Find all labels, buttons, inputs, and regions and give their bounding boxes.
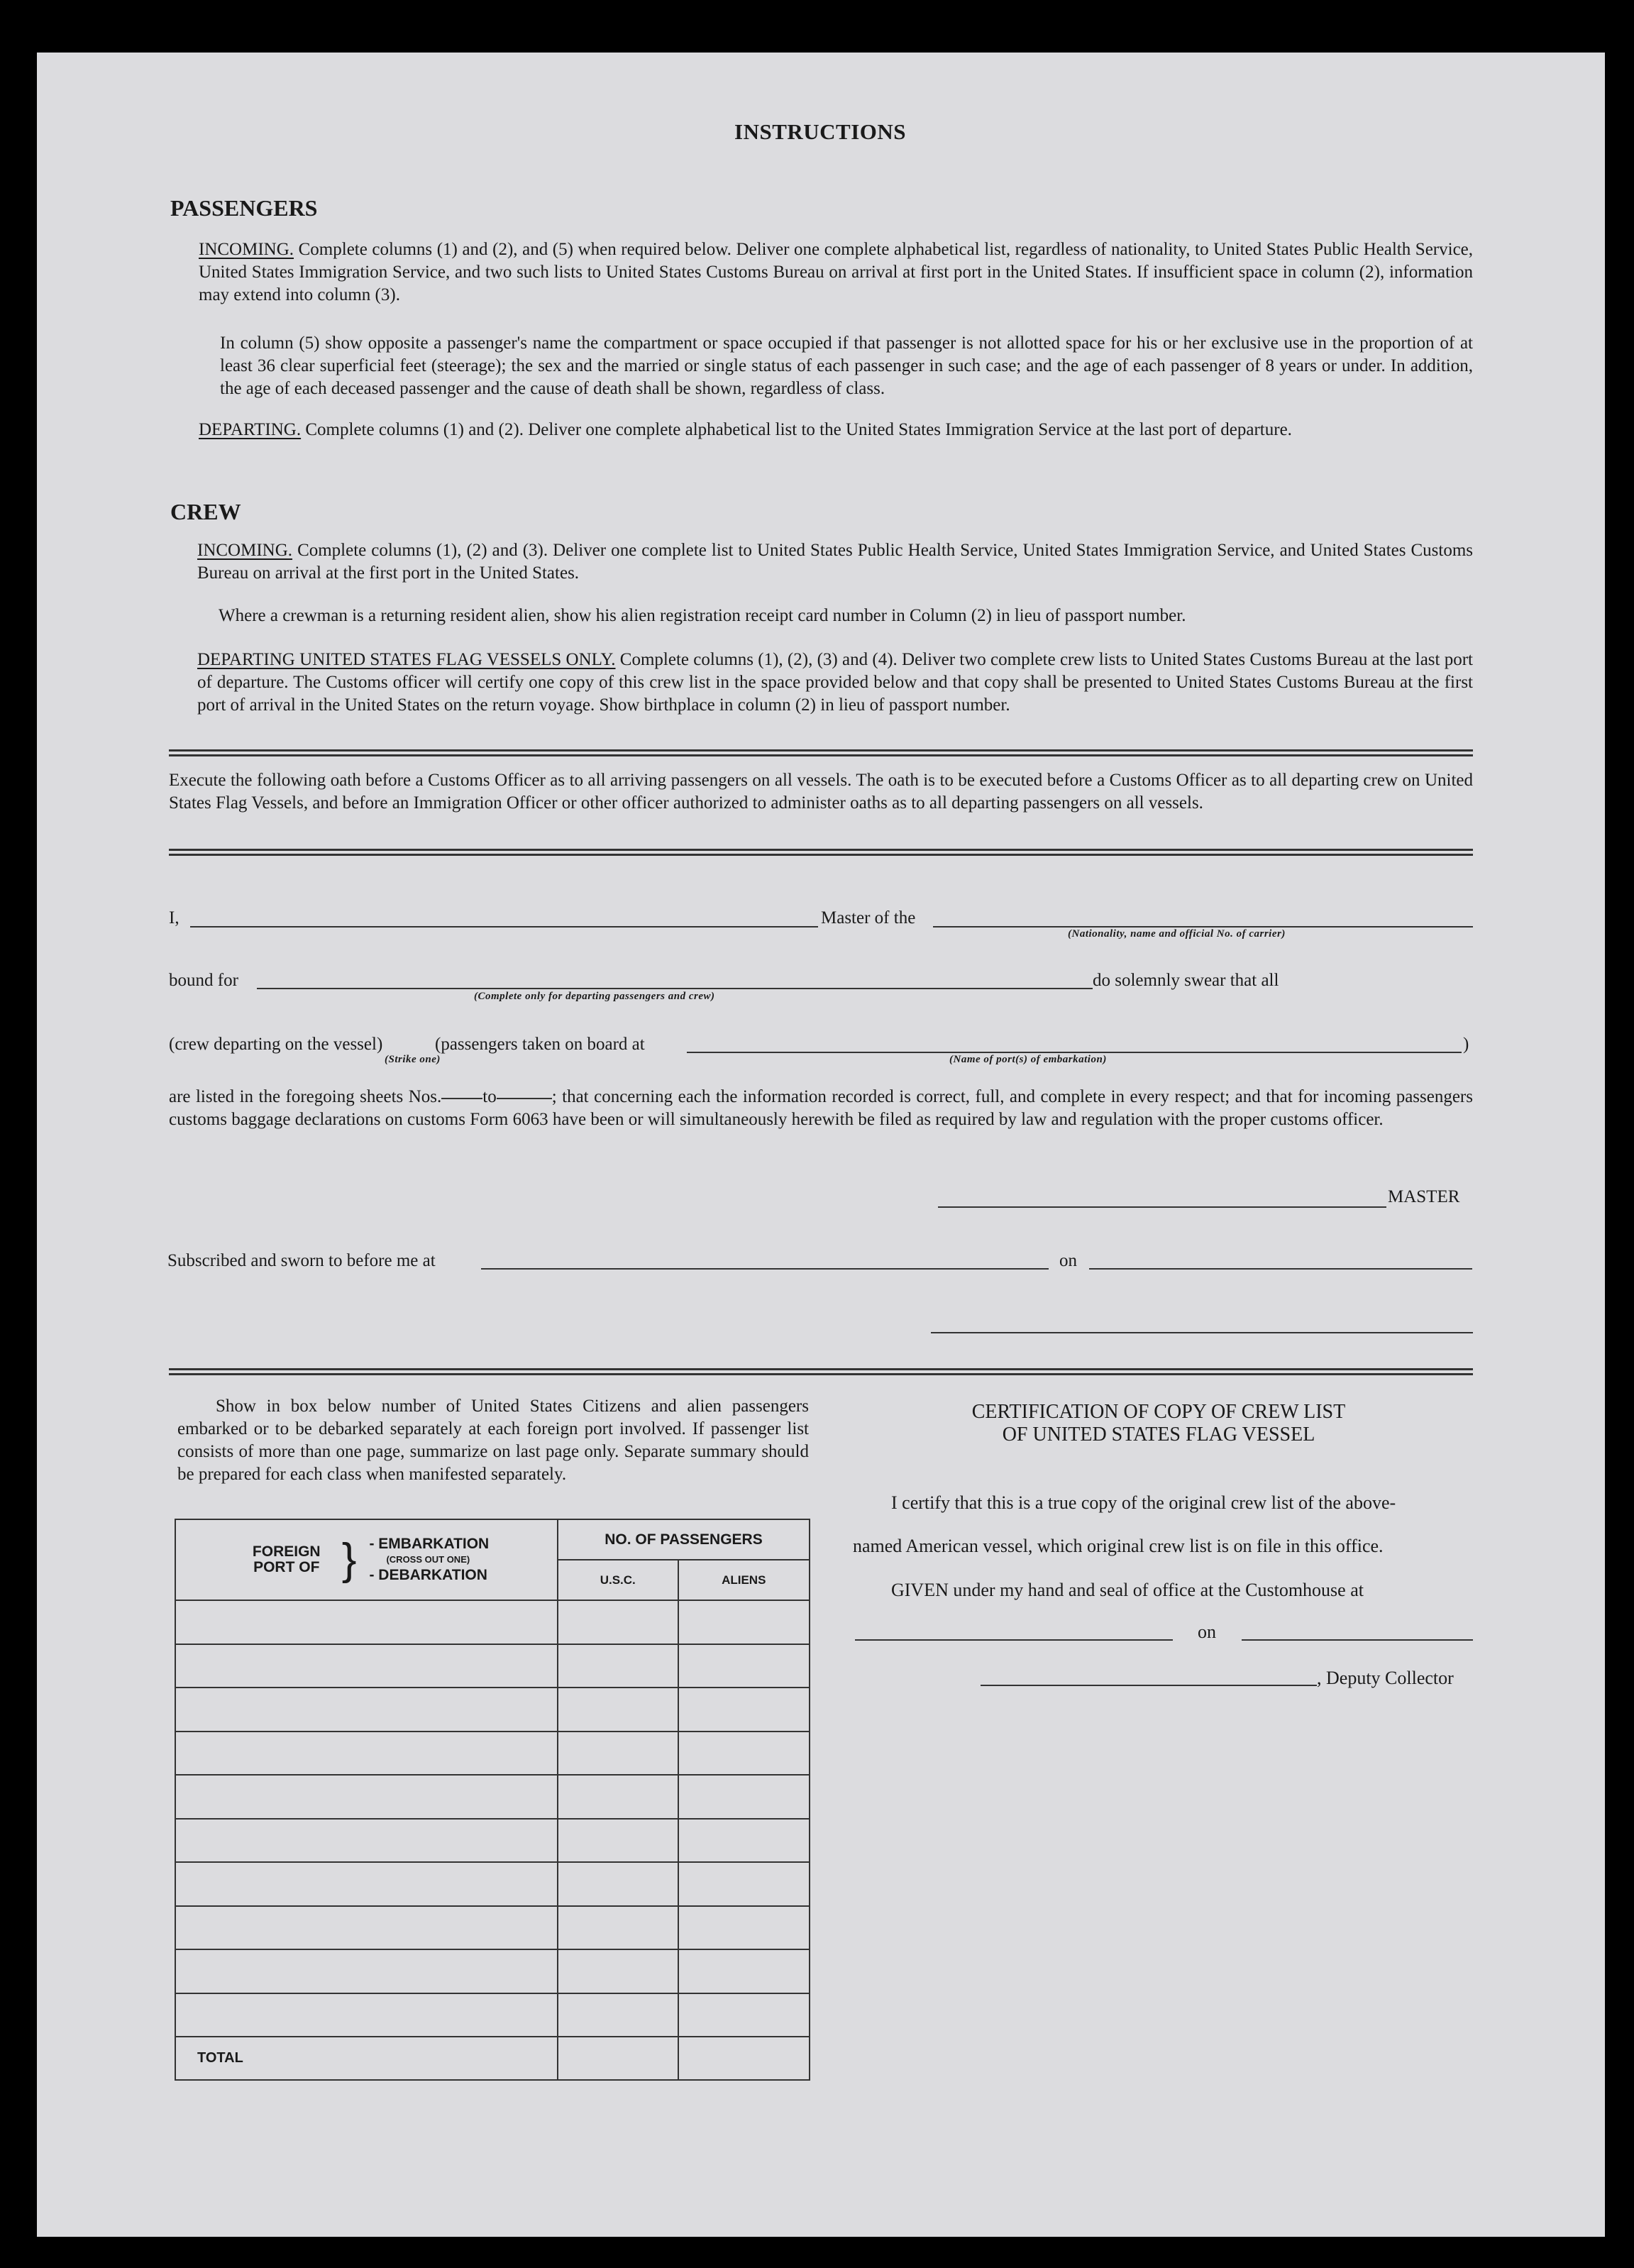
usc-cell[interactable]: [558, 1819, 678, 1863]
deputy-collector-field[interactable]: [981, 1685, 1317, 1686]
sworn-on-label: on: [1059, 1251, 1077, 1270]
customhouse-field[interactable]: [855, 1639, 1173, 1641]
bound-for-field[interactable]: [257, 988, 1093, 989]
embarkation-ports-field[interactable]: [687, 1052, 1462, 1053]
port-cell[interactable]: [175, 1775, 558, 1819]
usc-cell[interactable]: [558, 1993, 678, 2037]
summary-row: [175, 1819, 810, 1863]
bound-caption: (Complete only for departing passengers and crew): [474, 991, 715, 1002]
certification-on: on: [1198, 1622, 1216, 1642]
port-cell[interactable]: [175, 1819, 558, 1863]
passengers-incoming-heading: INCOMING.: [199, 240, 294, 259]
total-aliens-cell[interactable]: [678, 2037, 810, 2080]
embarkation-label: - EMBARKATION: [369, 1536, 490, 1552]
certification-title-line2: OF UNITED STATES FLAG VESSEL: [1002, 1424, 1315, 1446]
summary-row: [175, 1732, 810, 1776]
usc-cell[interactable]: [558, 1906, 678, 1950]
certification-line2: named American vessel, which original crew list is on file in this office.: [853, 1536, 1384, 1556]
summary-row: [175, 1993, 810, 2037]
aliens-cell[interactable]: [678, 1644, 810, 1688]
master-of-the-label: Master of the: [821, 908, 916, 927]
port-cell[interactable]: [175, 1644, 558, 1688]
passengers-departing-text: Complete columns (1) and (2). Deliver one complete alphabetical list to the United States Immigration Service at the last port of departure.: [305, 420, 1292, 439]
close-paren: ): [1463, 1035, 1469, 1054]
summary-row: [175, 1906, 810, 1950]
summary-instructions: Show in box below number of United States Citizens and alien passengers embarked or to be debarked separately at each foreign port involved. If passenger list consists of more than one page, summarize on last page only. Separate summary should be prepared for each class when manifested separately.: [177, 1397, 809, 1484]
sheet-to-field[interactable]: [497, 1098, 552, 1099]
foreign-port-of-label: FOREIGN PORT OF: [252, 1543, 321, 1575]
port-cell[interactable]: [175, 1688, 558, 1732]
usc-cell[interactable]: [558, 1688, 678, 1732]
crew-departing-paragraph: [197, 649, 1473, 717]
certification-line1: I certify that this is a true copy of the original crew list of the above-: [891, 1492, 1396, 1513]
certification-title: [844, 1401, 1473, 1446]
crew-departing-option[interactable]: (crew departing on the vessel): [169, 1035, 383, 1054]
port-cell[interactable]: [175, 1732, 558, 1776]
sworn-place-field[interactable]: [481, 1268, 1049, 1270]
usc-cell[interactable]: [558, 1732, 678, 1776]
certification-title-line1: CERTIFICATION OF COPY OF CREW LIST: [971, 1401, 1346, 1423]
crew-incoming-heading: INCOMING.: [197, 541, 293, 560]
cross-out-one-label: (CROSS OUT ONE): [386, 1554, 470, 1565]
subscribed-label: Subscribed and sworn to before me at: [167, 1251, 436, 1270]
brace-glyph: }: [341, 1535, 357, 1584]
aliens-cell[interactable]: [678, 1993, 810, 2037]
passengers-incoming-paragraph: [199, 238, 1473, 307]
summary-row: [175, 1862, 810, 1906]
total-label: TOTAL: [175, 2037, 558, 2080]
aliens-cell[interactable]: [678, 1600, 810, 1644]
summary-row: [175, 1644, 810, 1688]
master-name-field[interactable]: [190, 926, 818, 927]
double-rule: [169, 849, 1473, 856]
summary-row: [175, 1688, 810, 1732]
usc-cell[interactable]: [558, 1949, 678, 1993]
aliens-cell[interactable]: [678, 1732, 810, 1776]
ports-caption: (Name of port(s) of embarkation): [949, 1054, 1107, 1065]
port-cell[interactable]: [175, 1993, 558, 2037]
passengers-taken-option[interactable]: (passengers taken on board at: [435, 1035, 645, 1054]
passengers-departing-paragraph: [199, 419, 1473, 441]
crew-incoming-text: Complete columns (1), (2) and (3). Deliver one complete list to United States Public Health Service, United States Immigration Service, and United States Customs Bureau on arrival at the first port in the United States.: [197, 541, 1474, 583]
aliens-header: ALIENS: [678, 1560, 810, 1600]
passengers-heading: PASSENGERS: [170, 195, 318, 221]
port-cell[interactable]: [175, 1906, 558, 1950]
certification-line3: GIVEN under my hand and seal of office at the Customhouse at: [891, 1580, 1364, 1600]
passengers-column5-text: In column (5) show opposite a passenger's name the compartment or space occupied if that passenger is not allotted space for his or her exclusive use in the proportion of at least 36 clear superficial feet (steerage); the sex and the married or single status of each passenger in such case; and the age of each passenger of 8 years or under. In addition, the age of each deceased passenger and the cause of death shall be shown, regardless of class.: [220, 334, 1473, 398]
usc-cell[interactable]: [558, 1775, 678, 1819]
deputy-collector-label: , Deputy Collector: [1317, 1668, 1454, 1688]
strike-caption: (Strike one): [385, 1054, 441, 1065]
oath-listed-paragraph: [169, 1086, 1473, 1131]
port-cell[interactable]: [175, 1862, 558, 1906]
carrier-field[interactable]: [933, 926, 1473, 927]
bound-for-label: bound for: [169, 971, 238, 990]
passengers-departing-heading: DEPARTING.: [199, 420, 302, 439]
summary-row: [175, 1949, 810, 1993]
listed-to: to: [482, 1087, 497, 1106]
sworn-date-field[interactable]: [1089, 1268, 1472, 1270]
certification-date-field[interactable]: [1242, 1639, 1473, 1641]
passengers-incoming-text: Complete columns (1) and (2), and (5) when required below. Deliver one complete alphabetical list, regardless of nationality, to United States Public Health Service, United States Immigration Service, and two such lists to United States Customs Bureau on arrival at first port in the United States. If insufficient space in column (2), information may extend into column (3).: [199, 240, 1474, 304]
usc-cell[interactable]: [558, 1644, 678, 1688]
summary-row: [175, 1775, 810, 1819]
aliens-cell[interactable]: [678, 1862, 810, 1906]
crew-heading: CREW: [170, 499, 241, 524]
oath-intro: Execute the following oath before a Customs Officer as to all arriving passengers on all vessels. The oath is to be executed before a Customs Officer as to all departing crew on United States Flag Vessels, and before an Immigration Officer or other officer authorized to administer oaths as to all departing passengers on all vessels.: [169, 771, 1473, 813]
usc-header: U.S.C.: [558, 1560, 678, 1600]
summary-row: [175, 1600, 810, 1644]
usc-cell[interactable]: [558, 1862, 678, 1906]
nationality-caption: (Nationality, name and official No. of carrier): [1068, 928, 1286, 940]
double-rule: [169, 1368, 1473, 1375]
aliens-cell[interactable]: [678, 1819, 810, 1863]
crew-resident-text: Where a crewman is a returning resident alien, show his alien registration receipt card number in Column (2) in lieu of passport number.: [219, 606, 1186, 625]
listed-text-b: ; that concerning each the information recorded is correct, full, and complete in every respect; and that for incoming passengers customs baggage declarations on customs Form 6063 have been or will simultaneously herewith be filed as required by law and regulation with the proper customs officer.: [169, 1087, 1473, 1129]
port-cell[interactable]: [175, 1949, 558, 1993]
aliens-cell[interactable]: [678, 1775, 810, 1819]
oath-i: I,: [169, 908, 180, 927]
master-label: MASTER: [1388, 1187, 1460, 1206]
crew-incoming-paragraph: [197, 539, 1473, 585]
officer-signature-field[interactable]: [931, 1332, 1473, 1333]
aliens-cell[interactable]: [678, 1688, 810, 1732]
crew-departing-heading: DEPARTING UNITED STATES FLAG VESSELS ONLY.: [197, 650, 616, 669]
aliens-cell[interactable]: [678, 1949, 810, 1993]
debarkation-label: - DEBARKATION: [369, 1567, 487, 1583]
port-cell[interactable]: [175, 1600, 558, 1644]
no-of-passengers-header: NO. OF PASSENGERS: [558, 1519, 810, 1560]
swear-label: do solemnly swear that all: [1093, 971, 1279, 990]
total-usc-cell[interactable]: [558, 2037, 678, 2080]
listed-text-a: are listed in the foregoing sheets Nos.: [169, 1087, 442, 1106]
passenger-summary-table: [175, 1519, 810, 2081]
port-column-header: [175, 1519, 558, 1600]
page-title: INSTRUCTIONS: [734, 119, 907, 144]
aliens-cell[interactable]: [678, 1906, 810, 1950]
crew-departing-text: Complete columns (1), (2), (3) and (4). Deliver two complete crew lists to United States Customs Bureau at the last port of departure. The Customs officer will certify one copy of this crew list in the space provided below and that copy shall be presented to United States Customs Bureau at the first port of arrival in the United States on the return voyage. Show birthplace in column (2) in lieu of passport number.: [197, 650, 1474, 715]
master-signature-field[interactable]: [938, 1206, 1386, 1208]
usc-cell[interactable]: [558, 1600, 678, 1644]
sheet-from-field[interactable]: [441, 1098, 482, 1099]
double-rule: [169, 749, 1473, 756]
